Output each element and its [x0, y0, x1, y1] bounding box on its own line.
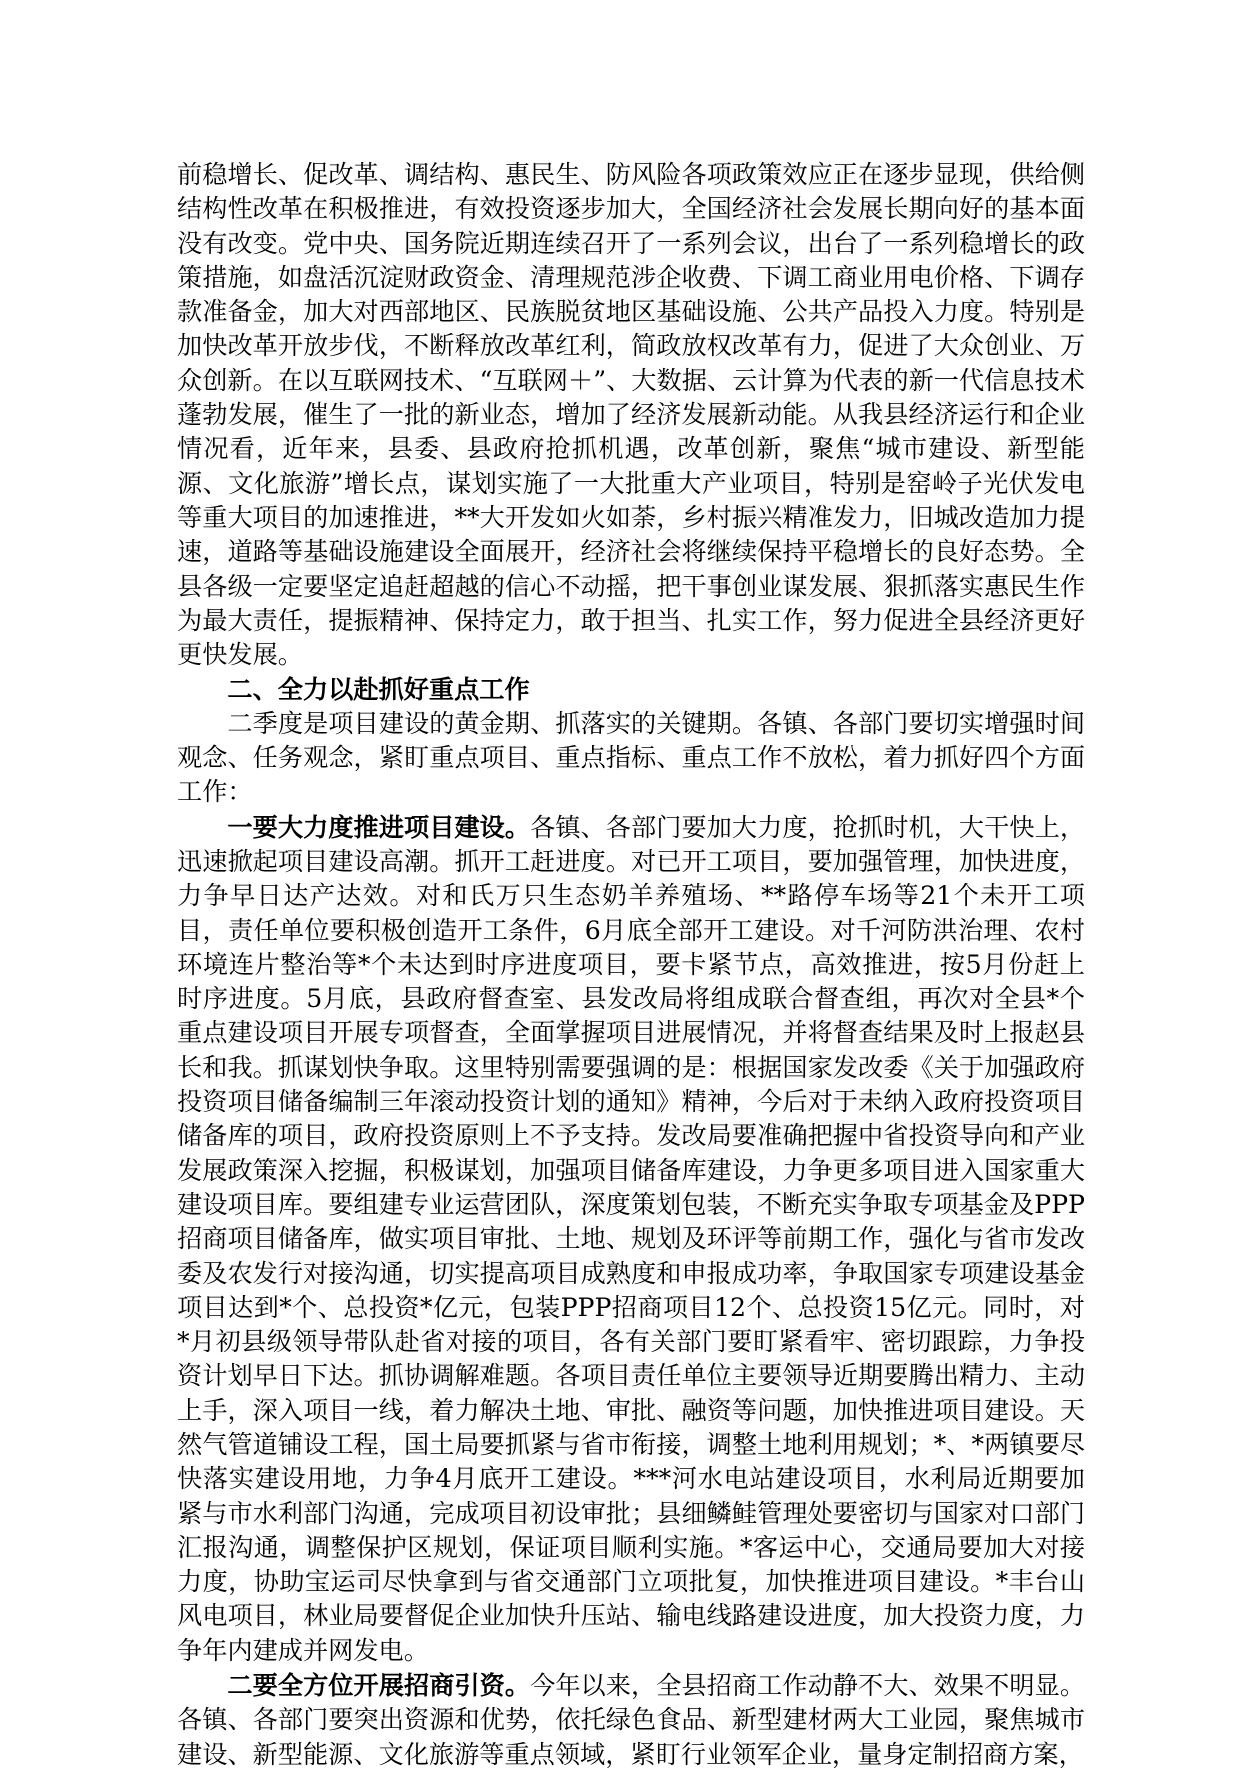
item-1-lead: 一要大力度推进项目建设。 — [227, 811, 531, 842]
item-2-body: 今年以来，全县招商工作动静不大、效果不明显。各镇、各部门要突出资源和优势，依托绿色食品、新型建材两大工业园，聚焦城市建设、新型能源、文化旅游等重点领域，紧盯行业领军企业，量身定制招商方案， — [177, 1671, 1086, 1769]
item-2-lead: 二要全方位开展招商引资。 — [227, 1670, 531, 1701]
item-1-body: 各镇、各部门要加大力度，抢抓时机，大干快上，迅速掀起项目建设高潮。抓开工赶进度。对已开工项目，要加强管理，加快进度，力争早日达产达效。对和氏万只生态奶羊养殖场、**路停车场等21个未开工项目，责任单位要积极创造开工条件，6月底全部开工建设。对千河防洪治理、农村环境连片整治等*个未达到时序进度项目，要卡紧节点，高效推进，按5月份赶上时序进度。5月底，县政府督查室、县发改局将组成联合督查组，再次对全县*个重点建设项目开展专项督查，全面掌握项目进展情况，并将督查结果及时上报赵县长和我。抓谋划快争取。这里特别需要强调的是：根据国家发改委《关于加强政府投资项目储备编制三年滚动投资计划的通知》精神，今后对于未纳入政府投资项目储备库的项目，政府投资原则上不予支持。发改局要准确把握中省投资导向和产业发展政策深入挖掘，积极谋划，加强项目储备库建设，力争更多项目进入国家重大建设项目库。要组建专业运营团队，深度策划包装，不断充实争取专项基金及PPP招商项目储备库，做实项目审批、土地、规划及环评等前期工作，强化与省市发改委及农发行对接沟通，切实提高项目成熟度和申报成功率，争取国家专项建设基金项目达到*个、总投资*亿元，包装PPP招商项目12个、总投资15亿元。同时，对*月初县级领导带队赴省对接的项目，各有关部门要盯紧看牢、密切跟踪，力争投资计划早日下达。抓协调解难题。各项目责任单位主要领导近期要腾出精力、主动上手，深入项目一线，着力解决土地、审批、融资等问题，加快推进项目建设。天然气管道铺设工程，国土局要抓紧与省市衔接，调整土地利用规划；*、*两镇要尽快落实建设用地，力争4月底开工建设。***河水电站建设项目，水利局近期要加紧与市水利部门沟通，完成项目初设审批；县细鳞鲑管理处要密切与国家对口部门汇报沟通，调整保护区规划，保证项目顺利实施。*客运中心，交通局要加大对接力度，协助宝运司尽快拿到与省交通部门立项批复，加快推进项目建设。*丰台山风电项目，林业局要督促企业加快升压站、输电线路建设进度，加大投资力度，力争年内建成并网发电。 — [177, 812, 1086, 1665]
item-2-paragraph — [177, 1668, 1085, 1772]
section-heading: 二、全力以赴抓好重点工作 — [227, 674, 530, 705]
document-body — [177, 158, 1085, 1772]
item-1-paragraph — [177, 810, 1085, 1668]
q2-paragraph: 二季度是项目建设的黄金期、抓落实的关键期。各镇、各部门要切实增强时间观念、任务观念，紧盯重点项目、重点指标、重点工作不放松，着力抓好四个方面工作： — [177, 708, 1085, 807]
intro-paragraph: 前稳增长、促改革、调结构、惠民生、防风险各项政策效应正在逐步显现，供给侧结构性改革在积极推进，有效投资逐步加大，全国经济社会发展长期向好的基本面没有改变。党中央、国务院近期连续召开了一系列会议，出台了一系列稳增长的政策措施，如盘活沉淀财政资金、清理规范涉企收费、下调工商业用电价格、下调存款准备金，加大对西部地区、民族脱贫地区基础设施、公共产品投入力度。特别是加快改革开放步伐，不断释放改革红利，简政放权改革有力，促进了大众创业、万众创新。在以互联网技术、“互联网＋”、大数据、云计算为代表的新一代信息技术蓬勃发展，催生了一批的新业态，增加了经济发展新动能。从我县经济运行和企业情况看，近年来，县委、县政府抢抓机遇，改革创新，聚焦“城市建设、新型能源、文化旅游”增长点，谋划实施了一大批重大产业项目，特别是窑岭子光伏发电等重大项目的加速推进，**大开发如火如荼，乡村振兴精准发力，旧城改造加力提速，道路等基础设施建设全面展开，经济社会将继续保持平稳增长的良好态势。全县各级一定要坚定追赶超越的信心不动摇，把干事创业谋发展、狠抓落实惠民生作为最大责任，提振精神、保持定力，敢于担当、扎实工作，努力促进全县经济更好更快发展。 — [177, 160, 1085, 670]
